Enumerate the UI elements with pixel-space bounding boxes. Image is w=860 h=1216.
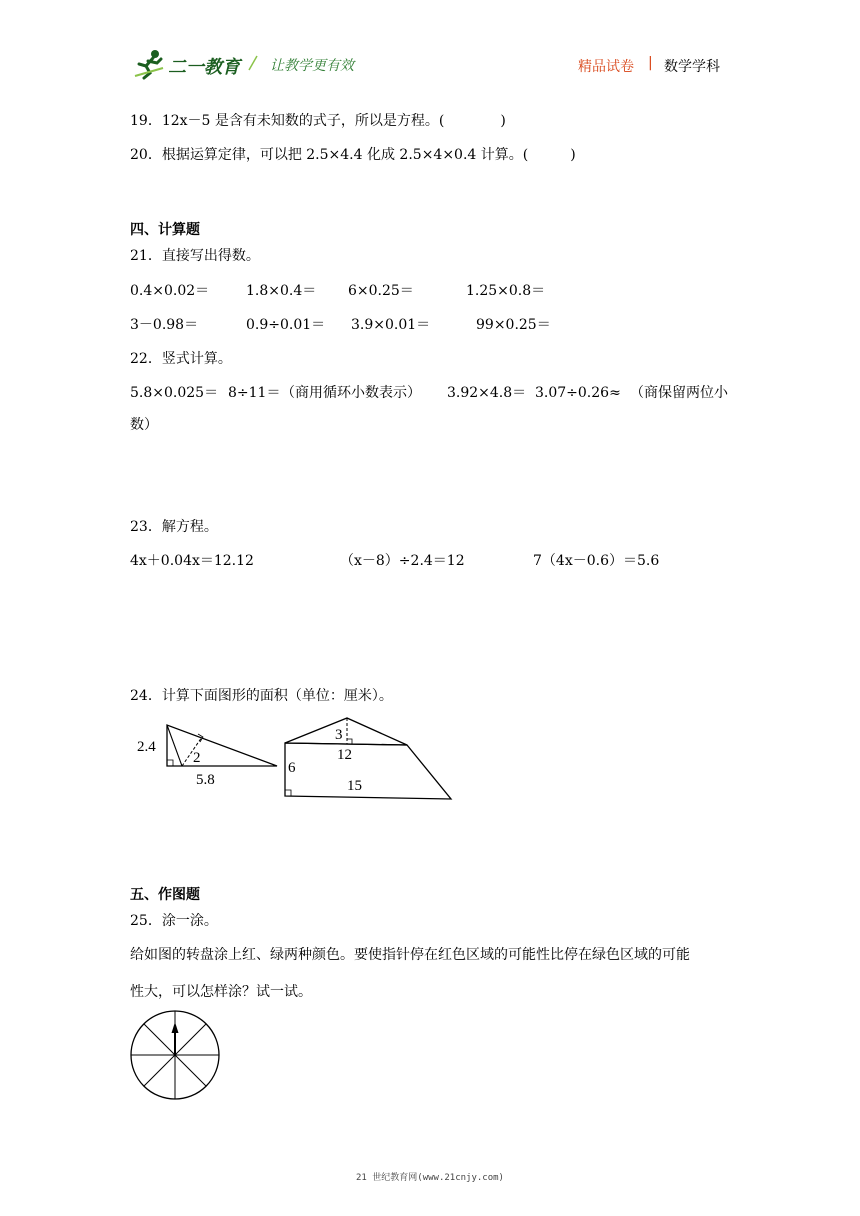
composite-figure	[280, 712, 456, 804]
q22-note: （商用循环小数表示）	[281, 385, 421, 401]
q23-equation: （x－8）÷2.4＝12	[340, 553, 465, 569]
question-23-title: 23．解方程。	[130, 519, 218, 535]
slash-divider	[246, 54, 260, 72]
footer-source: 21 世纪教育网(www.21cnjy.com)	[356, 1173, 504, 1183]
q23-equation: 4x＋0.04x＝12.12	[130, 553, 254, 569]
q21-item: 0.9÷0.01＝	[246, 317, 326, 333]
runner-logo-icon	[133, 48, 165, 80]
right-angle-mark	[285, 790, 291, 796]
fig2-side-label: 6	[288, 760, 296, 776]
brand-logo-text: 二一教育	[168, 57, 240, 78]
top-triangle-outline	[285, 718, 407, 745]
q21-item: 3－0.98＝	[130, 317, 199, 333]
q21-item: 1.8×0.4＝	[246, 283, 317, 299]
fig2-bottom-base-label: 15	[347, 778, 362, 794]
subject-label: 数学学科	[664, 59, 720, 75]
question-25-line-2: 性大，可以怎样涂？试一试。	[130, 984, 312, 1000]
slogan: 让教学更有效	[270, 58, 354, 74]
question-19: 19．12x－5 是含有未知数的式子，所以是方程。( )	[130, 113, 506, 129]
triangle-outline	[167, 725, 277, 766]
fig1-height-label: 2.4	[137, 739, 156, 755]
triangle-figure	[130, 715, 290, 790]
q22-item: 3.07÷0.26≈	[535, 385, 621, 401]
section-5-title: 五、作图题	[130, 887, 200, 903]
header-separator: |	[648, 55, 653, 71]
q22-item: 5.8×0.025＝	[130, 385, 219, 401]
question-25-line-1: 给如图的转盘涂上红、绿两种颜色。要使指针停在红色区域的可能性比停在绿色区域的可能	[130, 947, 690, 963]
q22-note: （商保留两位小	[630, 385, 728, 401]
q21-item: 3.9×0.01＝	[351, 317, 431, 333]
right-angle-mark	[167, 760, 173, 766]
q22-note-wrap: 数）	[130, 417, 158, 433]
fig1-inner-label: 2	[193, 750, 201, 766]
q22-item: 3.92×4.8＝	[447, 385, 527, 401]
right-angle-mark	[347, 739, 352, 744]
q21-item: 1.25×0.8＝	[466, 283, 546, 299]
fig1-base-label: 5.8	[196, 772, 215, 788]
q23-equation: 7（4x－0.6）＝5.6	[533, 553, 660, 569]
fig2-tri-height-label: 3	[335, 727, 343, 743]
trapezoid-outline	[285, 743, 451, 799]
question-25-title: 25．涂一涂。	[130, 913, 218, 929]
q21-item: 6×0.25＝	[348, 283, 414, 299]
question-24-title: 24．计算下面图形的面积（单位：厘米）。	[130, 688, 393, 704]
spinner-wheel	[128, 1008, 222, 1102]
q21-item: 0.4×0.02＝	[130, 283, 210, 299]
question-22-title: 22．竖式计算。	[130, 351, 232, 367]
question-21-title: 21．直接写出得数。	[130, 248, 260, 264]
q21-item: 99×0.25＝	[476, 317, 551, 333]
section-4-title: 四、计算题	[130, 222, 200, 238]
question-20: 20．根据运算定律，可以把 2.5×4.4 化成 2.5×4×0.4 计算。( )	[130, 147, 576, 163]
fig2-top-base-label: 12	[337, 747, 352, 763]
q22-item: 8÷11＝	[228, 385, 281, 401]
premium-badge: 精品试卷	[578, 59, 634, 75]
